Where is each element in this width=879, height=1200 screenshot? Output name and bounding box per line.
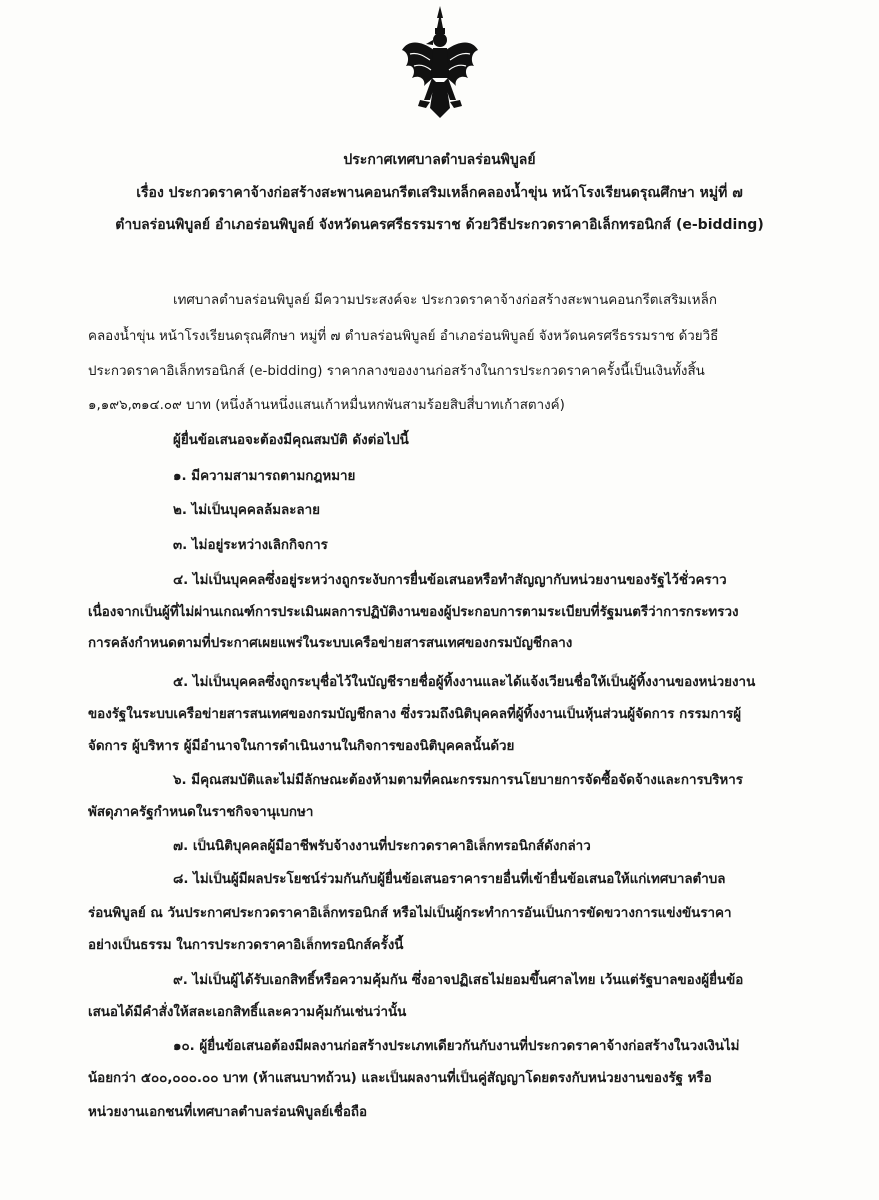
intro-line-1: เทศบาลตำบลร่อนพิบูลย์ มีความประสงค์จะ ประกวดราคาจ้างก่อสร้างสะพานคอนกรีตเสริมเหล็ก [173, 293, 717, 308]
qualification-item-8-line-3: อย่างเป็นธรรม ในการประกวดราคาอิเล็กทรอนิกส์ครั้งนี้ [88, 938, 404, 953]
qualification-item-4-line-2: เนื่องจากเป็นผู้ที่ไม่ผ่านเกณฑ์การประเมินผลการปฏิบัติงานของผู้ประกอบการตามระเบียบที่รัฐมนตรีว่าการกระทรวง [88, 605, 739, 620]
qualification-item-8-line-2: ร่อนพิบูลย์ ณ วันประกาศประกวดราคาอิเล็กทรอนิกส์ หรือไม่เป็นผู้กระทำการอันเป็นการขัดขวางการแข่งขันราคา [88, 906, 732, 921]
qualification-item-8-line-1: ๘. ไม่เป็นผู้มีผลประโยชน์ร่วมกันกับผู้ยื่นข้อเสนอราคารายอื่นที่เข้ายื่นข้อเสนอให้แก่เทศบาลตำบล [173, 872, 726, 887]
qualification-item-6-line-2: พัสดุภาครัฐกำหนดในราชกิจจานุเบกษา [88, 805, 314, 820]
intro-line-4: ๑,๑๙๖,๓๑๔.๐๙ บาท (หนึ่งล้านหนึ่งแสนเก้าหมื่นหกพันสามร้อยสิบสี่บาทเก้าสตางค์) [88, 398, 565, 413]
qualification-item-4-line-1: ๔. ไม่เป็นบุคคลซึ่งอยู่ระหว่างถูกระงับการยื่นข้อเสนอหรือทำสัญญากับหน่วยงานของรัฐไว้ชั่วคราว [173, 573, 727, 588]
qualification-item-3: ๓. ไม่อยู่ระหว่างเลิกกิจการ [173, 538, 328, 553]
qualification-item-10-line-3: หน่วยงานเอกชนที่เทศบาลตำบลร่อนพิบูลย์เชื่อถือ [88, 1105, 368, 1120]
qualification-item-4-line-3: การคลังกำหนดตามที่ประกาศเผยแพร่ในระบบเครือข่ายสารสนเทศของกรมบัญชีกลาง [88, 636, 573, 651]
garuda-emblem-icon [400, 0, 480, 125]
subject-line-2: ตำบลร่อนพิบูลย์ อำเภอร่อนพิบูลย์ จังหวัดนครศรีธรรมราช ด้วยวิธีประกวดราคาอิเล็กทรอนิกส์ (e-bidding) [115, 217, 764, 233]
document-title: ประกาศเทศบาลตำบลร่อนพิบูลย์ [343, 152, 536, 168]
qualification-item-10-line-1: ๑๐. ผู้ยื่นข้อเสนอต้องมีผลงานก่อสร้างประเภทเดียวกันกับงานที่ประกวดราคาจ้างก่อสร้างในวงเงินไม่ [173, 1039, 740, 1054]
qualification-item-9-line-1: ๙. ไม่เป็นผู้ได้รับเอกสิทธิ์หรือความคุ้มกัน ซึ่งอาจปฏิเสธไม่ยอมขึ้นศาลไทย เว้นแต่รัฐบาลของผู้ยื่นข้อ [173, 973, 744, 988]
qualification-item-2: ๒. ไม่เป็นบุคคลล้มละลาย [173, 503, 320, 518]
intro-line-2: คลองน้ำขุ่น หน้าโรงเรียนดรุณศึกษา หมู่ที่ ๗ ตำบลร่อนพิบูลย์ อำเภอร่อนพิบูลย์ จังหวัดนครศรีธรรมราช ด้วยวิธี [88, 329, 719, 344]
intro-line-3: ประกวดราคาอิเล็กทรอนิกส์ (e-bidding) ราคากลางของงานก่อสร้างในการประกวดราคาครั้งนี้เป็นเงินทั้งสิ้น [88, 364, 705, 379]
qualification-item-6-line-1: ๖. มีคุณสมบัติและไม่มีลักษณะต้องห้ามตามที่คณะกรรมการนโยบายการจัดซื้อจัดจ้างและการบริหาร [173, 773, 743, 788]
qualification-item-7: ๗. เป็นนิติบุคคลผู้มีอาชีพรับจ้างงานที่ประกวดราคาอิเล็กทรอนิกส์ดังกล่าว [173, 839, 591, 854]
qualification-item-10-line-2: น้อยกว่า ๕๐๐,๐๐๐.๐๐ บาท (ห้าแสนบาทถ้วน) และเป็นผลงานที่เป็นคู่สัญญาโดยตรงกับหน่วยงานของรัฐ หรือ [88, 1071, 712, 1086]
qualification-item-1: ๑. มีความสามารถตามกฎหมาย [173, 469, 356, 484]
subject-line-1: เรื่อง ประกวดราคาจ้างก่อสร้างสะพานคอนกรีตเสริมเหล็กคลองน้ำขุ่น หน้าโรงเรียนดรุณศึกษา หมู่ที่ ๗ [136, 185, 743, 201]
qualifications-heading: ผู้ยื่นข้อเสนอจะต้องมีคุณสมบัติ ดังต่อไปนี้ [173, 433, 409, 448]
qualification-item-5-line-1: ๕. ไม่เป็นบุคคลซึ่งถูกระบุชื่อไว้ในบัญชีรายชื่อผู้ทิ้งงานและได้แจ้งเวียนชื่อให้เป็นผู้ทิ้งงานของหน่วยงาน [173, 675, 756, 690]
qualification-item-9-line-2: เสนอได้มีคำสั่งให้สละเอกสิทธิ์และความคุ้มกันเช่นว่านั้น [88, 1005, 407, 1020]
qualification-item-5-line-2: ของรัฐในระบบเครือข่ายสารสนเทศของกรมบัญชีกลาง ซึ่งรวมถึงนิติบุคคลที่ผู้ทิ้งงานเป็นหุ้นส่วนผู้จัดการ กรรมการผู้ [88, 707, 742, 722]
qualification-item-5-line-3: จัดการ ผู้บริหาร ผู้มีอำนาจในการดำเนินงานในกิจการของนิติบุคคลนั้นด้วย [88, 739, 515, 754]
